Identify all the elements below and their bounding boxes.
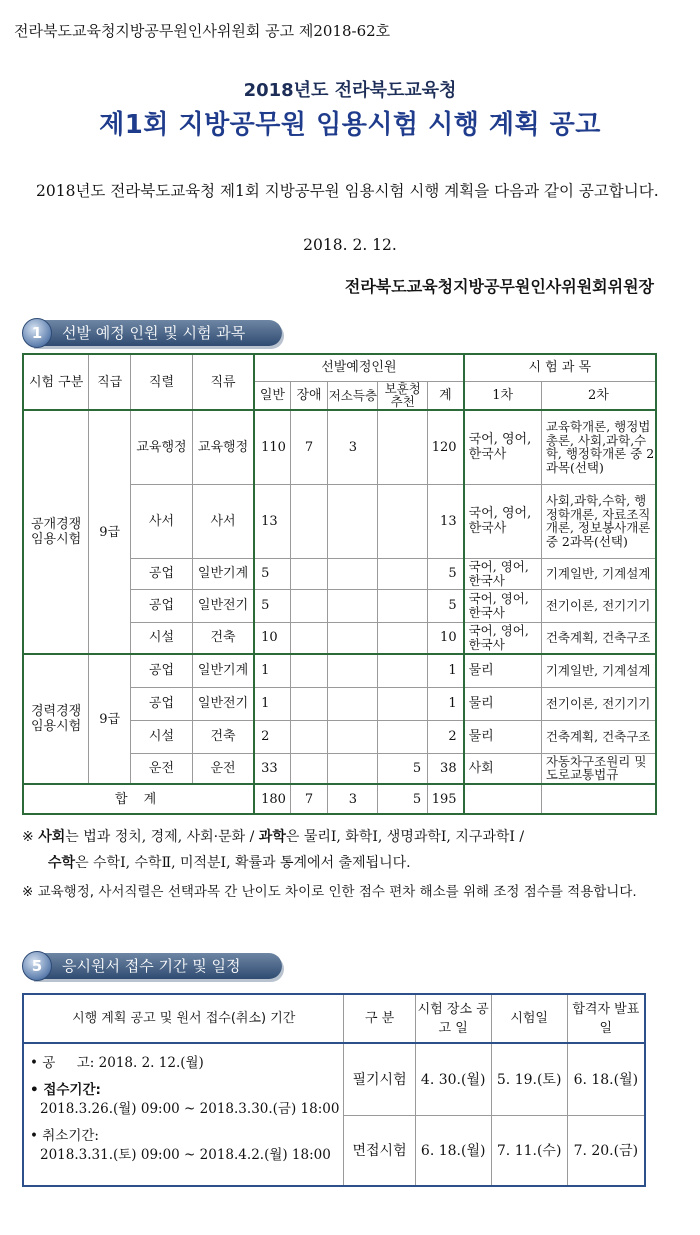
header-first: 1차 [464, 381, 542, 410]
row-general: 1 [254, 654, 290, 687]
note-science-text: 은 물리Ⅰ, 화학Ⅰ, 생명과학Ⅰ, 지구과학Ⅰ / [285, 829, 525, 845]
row-second: 자동차구조원리 및 도로교통법규 [541, 753, 656, 784]
row-first: 국어, 영어, 한국사 [464, 410, 542, 484]
row-second: 기계일반, 기계설계 [541, 654, 656, 687]
table-row [23, 410, 656, 484]
adjustment-note: ※ 교육행정, 사서직렬은 선택과목 간 난이도 차이로 인한 점수 편차 해소를 위해 조정 점수를 적용합니다. [22, 884, 637, 900]
note-math-label: 수학 [48, 855, 76, 871]
row-first: 국어, 영어, 한국사 [464, 589, 542, 622]
section-1-number-badge: 1 [22, 318, 52, 348]
row-total: 10 [428, 622, 464, 654]
header-disabled: 장애 [290, 381, 328, 410]
row-venue-notice: 4. 30.(월) [415, 1043, 491, 1115]
apply-period: 2018.3.26.(월) 09:00 ~ 2018.3.30.(금) 18:00 [40, 1101, 340, 1117]
row-first: 물리 [464, 654, 542, 687]
row-exam-date: 7. 11.(수) [491, 1115, 567, 1186]
title-year: 2018년도 전라북도교육청 [243, 80, 457, 101]
row-low-income [328, 622, 378, 654]
row-series: 시설 [131, 720, 193, 753]
notice-date: 2018. 2. 12.(월) [98, 1055, 204, 1071]
header-division: 구 분 [344, 994, 415, 1043]
row-disabled [290, 589, 328, 622]
cancel-label: 취소기간: [42, 1128, 99, 1144]
row-type: 일반전기 [192, 589, 254, 622]
group-grade: 9급 [89, 654, 131, 784]
row-low-income [328, 720, 378, 753]
row-first: 물리 [464, 720, 542, 753]
row-veteran [378, 622, 428, 654]
table-row [23, 654, 656, 687]
row-venue-notice: 6. 18.(월) [415, 1115, 491, 1186]
row-veteran [378, 654, 428, 687]
sum-veteran: 5 [378, 784, 428, 814]
row-total: 13 [428, 484, 464, 558]
row-result: 7. 20.(금) [567, 1115, 645, 1186]
subject-note [22, 824, 524, 876]
row-total: 5 [428, 558, 464, 589]
row-general: 33 [254, 753, 290, 784]
row-total: 120 [428, 410, 464, 484]
subject-note-line-1: ※ 사회는 법과 정치, 경제, 사회·문화 / 과학은 물리Ⅰ, 화학Ⅰ, 생명과학Ⅰ, 지구과학Ⅰ / [22, 829, 525, 845]
header-second: 2차 [541, 381, 656, 410]
apply-label: 접수기간: [43, 1082, 101, 1098]
row-type: 일반전기 [192, 687, 254, 720]
row-exam-date: 5. 19.(토) [491, 1043, 567, 1115]
table-row [23, 1043, 645, 1115]
row-low-income [328, 484, 378, 558]
header-total: 계 [428, 381, 464, 410]
header-subjects: 시 험 과 목 [464, 354, 656, 381]
header-result: 합격자 발표일 [567, 994, 645, 1043]
row-general: 110 [254, 410, 290, 484]
row-low-income [328, 687, 378, 720]
row-veteran [378, 410, 428, 484]
group-category: 경력경쟁 임용시험 [23, 654, 89, 784]
cancel-line: • 취소기간: [30, 1128, 99, 1144]
header-general: 일반 [254, 381, 290, 410]
row-second: 기계일반, 기계설계 [541, 558, 656, 589]
header-type: 직류 [192, 354, 254, 410]
row-disabled [290, 622, 328, 654]
schedule-period-cell [23, 1043, 344, 1186]
row-general: 13 [254, 484, 290, 558]
row-low-income [328, 654, 378, 687]
note-social-label: 사회 [38, 829, 66, 845]
row-veteran [378, 720, 428, 753]
row-type: 건축 [192, 622, 254, 654]
notice-label: 공 고: [42, 1055, 95, 1071]
header-period: 시행 계획 공고 및 원서 접수(취소) 기간 [23, 994, 344, 1043]
row-result: 6. 18.(월) [567, 1043, 645, 1115]
row-first: 국어, 영어, 한국사 [464, 622, 542, 654]
row-second: 교육학개론, 행정법총론, 사회,과학,수학, 행정학개론 중 2과목(선택) [541, 410, 656, 484]
section-1-header [22, 318, 284, 348]
row-disabled [290, 484, 328, 558]
row-first: 사회 [464, 753, 542, 784]
row-general: 2 [254, 720, 290, 753]
row-total: 1 [428, 687, 464, 720]
group-grade: 9급 [89, 410, 131, 654]
row-series: 공업 [131, 589, 193, 622]
notice-number: 전라북도교육청지방공무원인사위원회 공고 제2018-62호 [14, 22, 391, 40]
header-exam-date: 시험일 [491, 994, 567, 1043]
row-division: 면접시험 [344, 1115, 415, 1186]
row-disabled [290, 558, 328, 589]
row-total: 5 [428, 589, 464, 622]
row-second: 건축계획, 건축구조 [541, 720, 656, 753]
note-science-label: 과학 [258, 829, 286, 845]
row-disabled [290, 753, 328, 784]
header-grade: 직급 [89, 354, 131, 410]
apply-line: • 접수기간: [30, 1082, 101, 1098]
row-disabled: 7 [290, 410, 328, 484]
row-type: 일반기계 [192, 654, 254, 687]
row-type: 사서 [192, 484, 254, 558]
note-social-text: 는 법과 정치, 경제, 사회·문화 / [65, 829, 259, 845]
row-series: 사서 [131, 484, 193, 558]
note-math-text: 은 수학Ⅰ, 수학Ⅱ, 미적분Ⅰ, 확률과 통계에서 출제됩니다. [75, 855, 411, 871]
row-veteran [378, 558, 428, 589]
row-low-income [328, 589, 378, 622]
sum-low-income: 3 [328, 784, 378, 814]
page-title: 제1회 지방공무원 임용시험 시행 계획 공고 [99, 110, 601, 140]
sum-total: 195 [428, 784, 464, 814]
recruitment-table [22, 353, 657, 815]
row-series: 교육행정 [131, 410, 193, 484]
subject-note-line-2 [22, 850, 524, 876]
sum-general: 180 [254, 784, 290, 814]
group-category: 공개경쟁 임용시험 [23, 410, 89, 654]
row-low-income [328, 558, 378, 589]
row-series: 운전 [131, 753, 193, 784]
row-veteran [378, 687, 428, 720]
row-first: 물리 [464, 687, 542, 720]
sum-label: 합 계 [23, 784, 254, 814]
row-series: 공업 [131, 654, 193, 687]
row-series: 공업 [131, 687, 193, 720]
section-5-header [22, 951, 284, 981]
row-disabled [290, 654, 328, 687]
cancel-period: 2018.3.31.(토) 09:00 ~ 2018.4.2.(월) 18:00 [40, 1147, 331, 1163]
sum-disabled: 7 [290, 784, 328, 814]
row-general: 5 [254, 589, 290, 622]
row-second: 사회,과학,수학, 행정학개론, 자료조직개론, 정보봉사개론 중 2과목(선택) [541, 484, 656, 558]
row-general: 1 [254, 687, 290, 720]
row-veteran [378, 484, 428, 558]
announcement-date: 2018. 2. 12. [303, 236, 397, 254]
intro-paragraph: 2018년도 전라북도교육청 제1회 지방공무원 임용시험 시행 계획을 다음과 같이 공고합니다. [36, 182, 659, 200]
section-5-number-badge: 5 [22, 951, 52, 981]
schedule-table [22, 993, 646, 1187]
row-second: 전기이론, 전기기기 [541, 589, 656, 622]
row-low-income: 3 [328, 410, 378, 484]
header-category: 시험 구분 [23, 354, 89, 410]
header-veteran: 보훈청 추천 [378, 381, 428, 410]
row-veteran: 5 [378, 753, 428, 784]
row-total: 1 [428, 654, 464, 687]
row-disabled [290, 687, 328, 720]
row-type: 운전 [192, 753, 254, 784]
row-general: 10 [254, 622, 290, 654]
row-series: 시설 [131, 622, 193, 654]
row-division: 필기시험 [344, 1043, 415, 1115]
header-low-income: 저소득층 [328, 381, 378, 410]
sum-row [23, 784, 656, 814]
sum-second [541, 784, 656, 814]
sum-first [464, 784, 542, 814]
row-total: 2 [428, 720, 464, 753]
row-series: 공업 [131, 558, 193, 589]
row-type: 교육행정 [192, 410, 254, 484]
row-low-income [328, 753, 378, 784]
row-type: 건축 [192, 720, 254, 753]
row-first: 국어, 영어, 한국사 [464, 484, 542, 558]
notice-line: • 공 고: 2018. 2. 12.(월) [30, 1055, 204, 1071]
row-second: 건축계획, 건축구조 [541, 622, 656, 654]
row-total: 38 [428, 753, 464, 784]
section-1-title: 선발 예정 인원 및 시험 과목 [62, 324, 246, 342]
header-series: 직렬 [131, 354, 193, 410]
row-veteran [378, 589, 428, 622]
row-type: 일반기계 [192, 558, 254, 589]
header-planned: 선발예정인원 [254, 354, 463, 381]
row-second: 전기이론, 전기기기 [541, 687, 656, 720]
section-5-title: 응시원서 접수 기간 및 일정 [62, 957, 241, 975]
row-disabled [290, 720, 328, 753]
header-venue-notice: 시험 장소 공 고 일 [415, 994, 491, 1043]
row-first: 국어, 영어, 한국사 [464, 558, 542, 589]
signer: 전라북도교육청지방공무원인사위원회위원장 [344, 277, 654, 296]
row-general: 5 [254, 558, 290, 589]
